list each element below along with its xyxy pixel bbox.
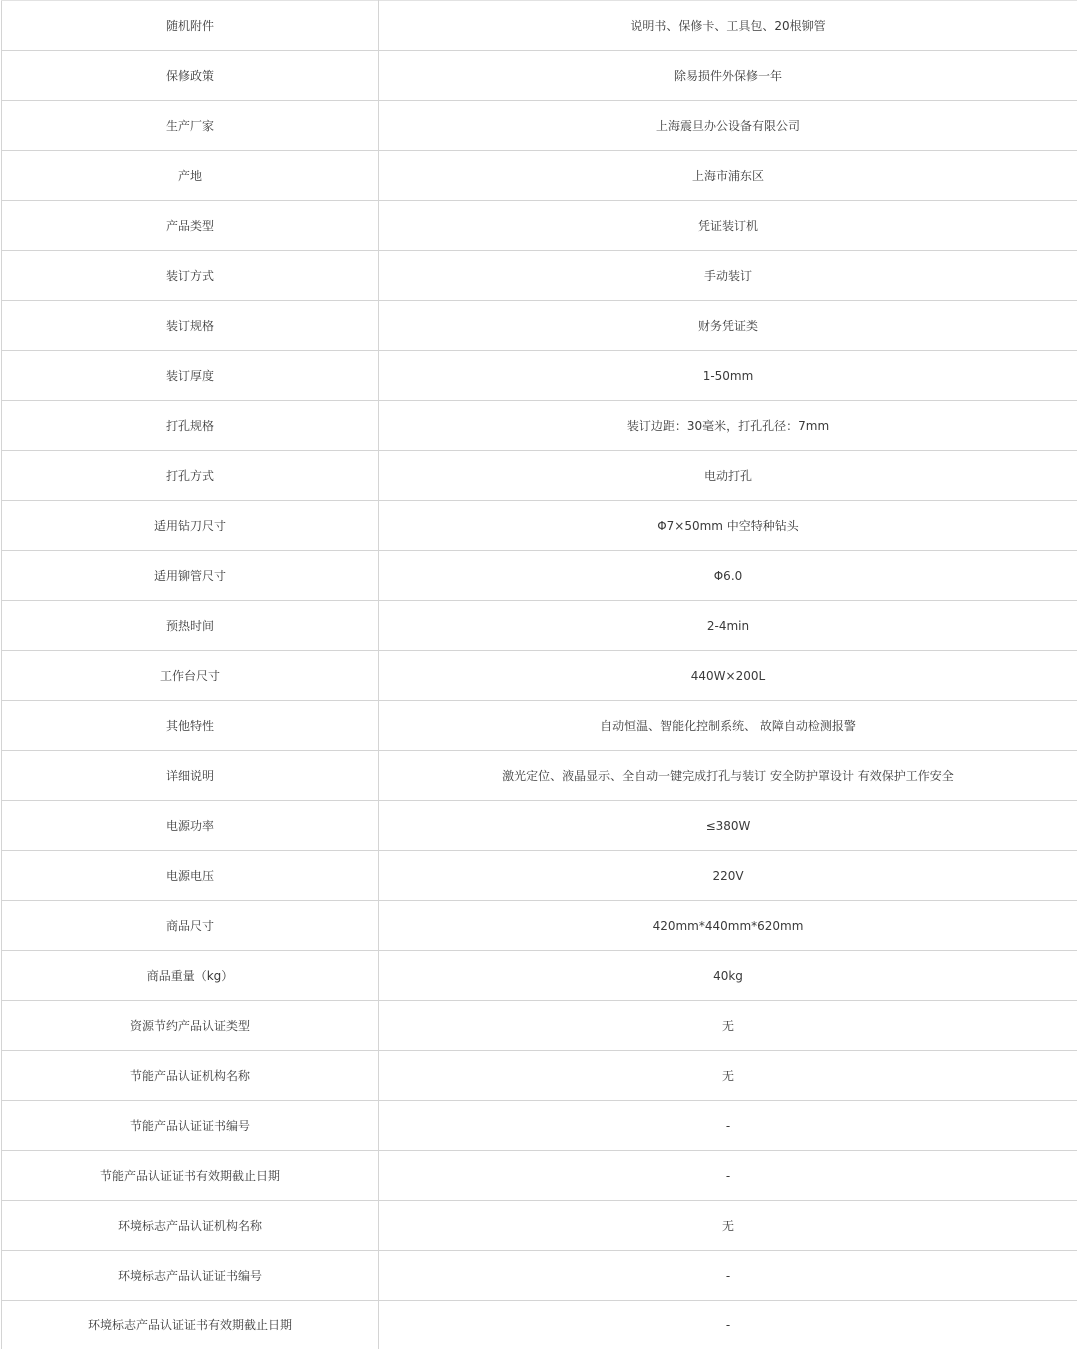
table-row: [2, 201, 1077, 251]
spec-value: 2-4min: [379, 601, 1077, 651]
table-row: [2, 751, 1077, 801]
spec-label: 详细说明: [2, 751, 379, 801]
spec-value: 440W×200L: [379, 651, 1077, 701]
spec-value: 1-50mm: [379, 351, 1077, 401]
table-row: [2, 1151, 1077, 1201]
spec-value: Φ7×50mm 中空特种钻头: [379, 501, 1077, 551]
spec-label: 其他特性: [2, 701, 379, 751]
spec-label: 适用铆管尺寸: [2, 551, 379, 601]
spec-label: 节能产品认证证书编号: [2, 1101, 379, 1151]
table-row: [2, 1201, 1077, 1251]
table-row: [2, 1251, 1077, 1301]
table-row: [2, 51, 1077, 101]
spec-label: 资源节约产品认证类型: [2, 1001, 379, 1051]
spec-value: 手动装订: [379, 251, 1077, 301]
spec-label: 预热时间: [2, 601, 379, 651]
spec-label: 保修政策: [2, 51, 379, 101]
spec-value: 激光定位、液晶显示、全自动一键完成打孔与装订 安全防护罩设计 有效保护工作安全: [379, 751, 1077, 801]
spec-value: ≤380W: [379, 801, 1077, 851]
spec-value: -: [379, 1251, 1077, 1301]
spec-value: 无: [379, 1201, 1077, 1251]
spec-label: 节能产品认证证书有效期截止日期: [2, 1151, 379, 1201]
table-row: [2, 1101, 1077, 1151]
table-row: [2, 851, 1077, 901]
table-row: [2, 951, 1077, 1001]
table-row: [2, 251, 1077, 301]
table-row: [2, 101, 1077, 151]
spec-table-body: [2, 1, 1077, 1349]
spec-label: 环境标志产品认证证书编号: [2, 1251, 379, 1301]
spec-value: -: [379, 1151, 1077, 1201]
spec-value: 420mm*440mm*620mm: [379, 901, 1077, 951]
spec-value: 上海震旦办公设备有限公司: [379, 101, 1077, 151]
spec-label: 产品类型: [2, 201, 379, 251]
spec-label: 装订规格: [2, 301, 379, 351]
spec-value: Φ6.0: [379, 551, 1077, 601]
spec-label: 环境标志产品认证证书有效期截止日期: [2, 1301, 379, 1349]
spec-label: 节能产品认证机构名称: [2, 1051, 379, 1101]
spec-label: 随机附件: [2, 1, 379, 51]
spec-label: 工作台尺寸: [2, 651, 379, 701]
spec-value: 电动打孔: [379, 451, 1077, 501]
spec-value: 凭证装订机: [379, 201, 1077, 251]
table-row: [2, 401, 1077, 451]
spec-label: 打孔规格: [2, 401, 379, 451]
spec-value: 除易损件外保修一年: [379, 51, 1077, 101]
spec-value: 装订边距：30毫米，打孔孔径：7mm: [379, 401, 1077, 451]
spec-value: 说明书、保修卡、工具包、20根铆管: [379, 1, 1077, 51]
spec-label: 适用钻刀尺寸: [2, 501, 379, 551]
table-row: [2, 551, 1077, 601]
spec-label: 电源电压: [2, 851, 379, 901]
table-row: [2, 601, 1077, 651]
table-row: [2, 801, 1077, 851]
table-row: [2, 651, 1077, 701]
table-row: [2, 301, 1077, 351]
spec-label: 生产厂家: [2, 101, 379, 151]
spec-label: 产地: [2, 151, 379, 201]
spec-table: [1, 0, 1077, 1349]
spec-label: 装订方式: [2, 251, 379, 301]
spec-value: 上海市浦东区: [379, 151, 1077, 201]
spec-value: 无: [379, 1001, 1077, 1051]
spec-label: 装订厚度: [2, 351, 379, 401]
spec-label: 打孔方式: [2, 451, 379, 501]
table-row: [2, 351, 1077, 401]
spec-label: 商品重量（kg）: [2, 951, 379, 1001]
table-row: [2, 901, 1077, 951]
table-row: [2, 451, 1077, 501]
spec-value: 220V: [379, 851, 1077, 901]
table-row: [2, 1301, 1077, 1349]
spec-value: 自动恒温、智能化控制系统、 故障自动检测报警: [379, 701, 1077, 751]
spec-label: 环境标志产品认证机构名称: [2, 1201, 379, 1251]
spec-label: 商品尺寸: [2, 901, 379, 951]
spec-value: 财务凭证类: [379, 301, 1077, 351]
table-row: [2, 1, 1077, 51]
spec-label: 电源功率: [2, 801, 379, 851]
table-row: [2, 151, 1077, 201]
table-row: [2, 701, 1077, 751]
spec-value: 40kg: [379, 951, 1077, 1001]
table-row: [2, 1051, 1077, 1101]
table-row: [2, 1001, 1077, 1051]
spec-value: -: [379, 1301, 1077, 1349]
spec-value: 无: [379, 1051, 1077, 1101]
table-row: [2, 501, 1077, 551]
spec-value: -: [379, 1101, 1077, 1151]
